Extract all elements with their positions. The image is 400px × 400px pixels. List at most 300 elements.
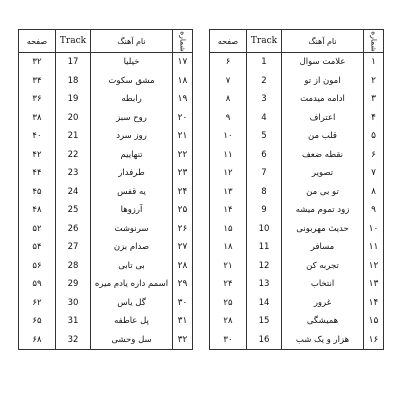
- page-cell-text: ۲۴: [223, 279, 233, 290]
- table-row: [19, 238, 193, 257]
- song-name-cell-text: همیشگی: [306, 316, 339, 327]
- number-cell: [173, 127, 193, 146]
- number-cell: [173, 164, 193, 183]
- track-cell: [56, 146, 91, 165]
- page-cell: [210, 127, 247, 146]
- track-cell-text: 22: [67, 149, 79, 160]
- track-cell: [56, 331, 91, 350]
- track-cell-text: 30: [67, 297, 79, 308]
- track-cell-text: 27: [67, 242, 79, 253]
- number-cell: [364, 331, 384, 350]
- page-header: صفحه: [19, 30, 56, 53]
- song-name-cell: [282, 201, 364, 220]
- number-cell-text: ۲: [371, 75, 376, 86]
- number-cell: [364, 275, 384, 294]
- track-cell: [247, 331, 282, 350]
- number-cell-text: ۶: [371, 149, 376, 160]
- track-cell-text: 29: [67, 279, 79, 290]
- table-row: [210, 238, 384, 257]
- table-row: [19, 127, 193, 146]
- track-cell-text: 28: [67, 260, 79, 271]
- number-cell-text: ۱۶: [368, 334, 379, 345]
- number-cell-text: ۹: [371, 205, 376, 216]
- table-row: [19, 53, 193, 72]
- page-cell-text: ۴۲: [32, 149, 42, 160]
- table-row: [210, 331, 384, 350]
- number-cell-text: ۸: [371, 186, 376, 197]
- track-cell: [247, 294, 282, 313]
- song-name-cell: [91, 183, 173, 202]
- track-cell-text: 24: [67, 186, 79, 197]
- song-name-cell-text: تجربه کن: [306, 260, 339, 271]
- song-name-cell: [91, 331, 173, 350]
- table-row: [19, 275, 193, 294]
- number-cell: [364, 90, 384, 109]
- track-cell: [247, 183, 282, 202]
- number-cell: [364, 294, 384, 313]
- track-cell: [247, 109, 282, 128]
- page-cell: [19, 257, 56, 276]
- number-cell-text: ۲۹: [177, 279, 188, 290]
- page-cell: [19, 201, 56, 220]
- number-cell-text: ۲۲: [177, 149, 188, 160]
- song-name-cell-text: تصویر: [311, 168, 334, 179]
- page-cell-text: ۴۰: [32, 131, 42, 142]
- page-cell-text: ۲۵: [223, 297, 233, 308]
- page-cell-text: ۷: [225, 75, 231, 86]
- song-name-cell: [91, 164, 173, 183]
- track-cell: [247, 53, 282, 72]
- track-cell-text: 9: [261, 205, 267, 216]
- song-name-cell-text: گل یاس: [117, 297, 146, 308]
- track-cell: [56, 127, 91, 146]
- page-cell-text: ۱۱: [223, 149, 233, 160]
- track-cell-text: 13: [258, 279, 270, 290]
- song-name-cell-text: بی تابی: [118, 260, 145, 271]
- song-name-cell-text: مشق سکوت: [108, 75, 155, 86]
- song-name-cell-text: زود تموم میشه: [295, 205, 350, 216]
- song-name-cell-text: آرزوها: [120, 205, 143, 216]
- page-cell-text: ۴۸: [32, 205, 42, 216]
- song-name-cell-text: ادامه میدمت: [300, 94, 345, 105]
- page-cell-text: ۶۵: [32, 316, 42, 327]
- page-cell: [19, 164, 56, 183]
- song-name-cell-text: پل عاطفه: [114, 316, 149, 327]
- track-cell-text: 2: [261, 75, 267, 86]
- page-cell-text: ۳۶: [32, 94, 42, 105]
- number-cell: [173, 90, 193, 109]
- page-cell: [19, 146, 56, 165]
- song-name-cell-text: امون از تو: [304, 75, 341, 86]
- page-cell-text: ۸: [225, 94, 231, 105]
- number-cell: [173, 53, 193, 72]
- number-cell-text: ۳۲: [177, 334, 188, 345]
- number-cell-text: ۱۵: [368, 316, 379, 327]
- page-cell: [19, 294, 56, 313]
- table-row: [19, 220, 193, 239]
- song-name-cell: [282, 164, 364, 183]
- number-header: [364, 30, 384, 53]
- table-row: [210, 294, 384, 313]
- track-cell-text: 14: [258, 297, 270, 308]
- table-row: [210, 220, 384, 239]
- track-cell-text: 23: [67, 168, 79, 179]
- page-cell-text: ۱۴: [223, 205, 233, 216]
- song-name-cell: [91, 220, 173, 239]
- page-cell: [19, 127, 56, 146]
- song-name-cell: [282, 183, 364, 202]
- table-row: [19, 294, 193, 313]
- song-name-cell-text: نقطه ضعف: [301, 149, 343, 160]
- song-name-cell: [91, 127, 173, 146]
- number-cell: [364, 257, 384, 276]
- page-cell: [210, 53, 247, 72]
- page-cell: [19, 72, 56, 91]
- table-header-row: [210, 30, 384, 53]
- number-cell-text: ۲۰: [177, 112, 188, 123]
- table-row: [210, 127, 384, 146]
- number-cell-text: ۴: [371, 112, 376, 123]
- page-cell: [210, 183, 247, 202]
- page-cell-text: ۵۹: [32, 279, 42, 290]
- number-cell-text: ۱۲: [368, 260, 379, 271]
- song-name-cell-text: یه قفس: [117, 186, 146, 197]
- number-cell-text: ۱۹: [177, 94, 188, 105]
- number-cell-text: ۲۸: [177, 260, 188, 271]
- track-cell-text: 5: [261, 131, 267, 142]
- track-cell: [247, 275, 282, 294]
- page-cell-text: ۱۲: [223, 168, 233, 179]
- song-name-cell-text: حدیث مهربونی: [296, 223, 349, 234]
- page-cell: [19, 53, 56, 72]
- table-row: [210, 201, 384, 220]
- track-cell-text: 7: [261, 168, 267, 179]
- number-cell: [173, 294, 193, 313]
- song-name-cell: [282, 238, 364, 257]
- page-cell: [210, 275, 247, 294]
- song-name-header: نام آهنگ: [282, 30, 364, 53]
- number-cell-text: ۳۰: [177, 297, 188, 308]
- table-row: [19, 201, 193, 220]
- number-cell: [173, 72, 193, 91]
- page-cell-text: ۳۲: [32, 57, 42, 68]
- number-cell: [364, 238, 384, 257]
- page-cell: [210, 109, 247, 128]
- page-cell-text: ۶۸: [32, 334, 42, 345]
- track-cell: [56, 220, 91, 239]
- page-cell-text: ۴۵: [32, 186, 42, 197]
- song-name-cell: [282, 127, 364, 146]
- song-name-cell: [91, 90, 173, 109]
- song-name-cell-text: صدام بزن: [113, 242, 150, 253]
- table-row: [210, 257, 384, 276]
- page-header: صفحه: [210, 30, 247, 53]
- song-name-cell: [91, 294, 173, 313]
- page-cell: [210, 201, 247, 220]
- table-row: [19, 331, 193, 350]
- song-name-cell-text: انتخاب: [310, 279, 335, 290]
- table-row: [210, 312, 384, 331]
- song-name-cell: [282, 312, 364, 331]
- song-name-cell-text: اسمم داره یادم میره: [94, 279, 169, 290]
- number-cell-text: ۱۳: [368, 279, 379, 290]
- track-header: Track: [247, 30, 282, 53]
- page-cell-text: ۳۰: [223, 334, 233, 345]
- number-cell-text: ۲۱: [177, 131, 188, 142]
- song-name-cell-text: طرفدار: [118, 168, 145, 179]
- page-cell: [19, 109, 56, 128]
- song-name-cell: [91, 53, 173, 72]
- song-name-cell: [91, 146, 173, 165]
- track-cell-text: 6: [261, 149, 267, 160]
- number-cell: [173, 275, 193, 294]
- number-cell: [364, 164, 384, 183]
- track-cell: [56, 164, 91, 183]
- table-row: [19, 90, 193, 109]
- page-cell-text: ۱۳: [223, 186, 233, 197]
- track-header: Track: [56, 30, 91, 53]
- number-cell: [364, 109, 384, 128]
- track-cell: [56, 72, 91, 91]
- page-cell-text: ۱۸: [223, 242, 233, 253]
- track-cell: [56, 53, 91, 72]
- page-cell-text: ۵۴: [32, 242, 42, 253]
- number-cell-text: ۲۳: [177, 168, 188, 179]
- track-cell: [247, 238, 282, 257]
- number-cell: [173, 220, 193, 239]
- track-cell: [56, 238, 91, 257]
- number-cell-text: ۲۷: [177, 242, 188, 253]
- track-cell: [56, 90, 91, 109]
- page-cell: [210, 257, 247, 276]
- song-name-cell-text: اعتراف: [309, 112, 336, 123]
- number-cell-text: ۳۱: [177, 316, 188, 327]
- song-name-cell: [282, 72, 364, 91]
- track-cell-text: 20: [67, 112, 79, 123]
- number-cell: [173, 257, 193, 276]
- table-row: [210, 53, 384, 72]
- page-cell: [210, 164, 247, 183]
- track-cell-text: 8: [261, 186, 267, 197]
- song-name-header: نام آهنگ: [91, 30, 173, 53]
- page-cell-text: ۲۱: [223, 260, 233, 271]
- table-row: [210, 72, 384, 91]
- page-cell-text: ۳۸: [32, 112, 42, 123]
- song-name-cell: [282, 53, 364, 72]
- song-name-cell: [282, 331, 364, 350]
- number-cell: [173, 183, 193, 202]
- page-cell: [210, 294, 247, 313]
- page-cell-text: ۳۴: [32, 75, 42, 86]
- track-cell-text: 11: [258, 242, 270, 253]
- track-cell: [56, 109, 91, 128]
- song-name-cell-text: تنهاییم: [120, 149, 143, 160]
- number-cell: [364, 146, 384, 165]
- table-row: [19, 146, 193, 165]
- song-name-cell-text: قلب من: [308, 131, 337, 142]
- track-table-left: [18, 29, 188, 350]
- track-cell: [56, 183, 91, 202]
- song-name-cell-text: سل وحشی: [111, 334, 152, 345]
- track-cell: [247, 127, 282, 146]
- number-cell: [364, 127, 384, 146]
- track-cell: [247, 257, 282, 276]
- page-cell-text: ۴۴: [32, 168, 42, 179]
- song-name-cell: [282, 146, 364, 165]
- number-cell-text: ۲۴: [177, 186, 188, 197]
- song-name-cell-text: تو بی من: [306, 186, 339, 197]
- page-cell: [19, 220, 56, 239]
- song-name-cell: [282, 90, 364, 109]
- song-name-cell: [282, 294, 364, 313]
- song-name-cell: [282, 275, 364, 294]
- track-cell: [247, 164, 282, 183]
- page-cell-text: ۵۶: [32, 260, 42, 271]
- page-cell-text: ۹: [225, 112, 231, 123]
- track-cell-text: 31: [67, 316, 79, 327]
- table-row: [19, 257, 193, 276]
- track-cell-text: 12: [258, 260, 270, 271]
- number-cell: [364, 312, 384, 331]
- page-cell: [19, 331, 56, 350]
- page-cell-text: ۱۵: [223, 223, 233, 234]
- song-name-cell-text: غرور: [313, 297, 332, 308]
- track-table: [209, 29, 384, 350]
- track-cell-text: 15: [258, 316, 270, 327]
- page-cell: [19, 183, 56, 202]
- number-cell: [173, 238, 193, 257]
- page-cell-text: ۲۸: [223, 316, 233, 327]
- track-cell: [247, 146, 282, 165]
- track-cell-text: 10: [258, 223, 270, 234]
- track-cell: [56, 257, 91, 276]
- page-cell-text: ۵۲: [32, 223, 42, 234]
- song-name-cell: [282, 257, 364, 276]
- table-row: [210, 90, 384, 109]
- table-row: [19, 72, 193, 91]
- track-cell: [56, 275, 91, 294]
- number-cell-text: ۵: [371, 131, 376, 142]
- page-cell: [210, 90, 247, 109]
- page-cell-text: ۱۰: [223, 131, 233, 142]
- table-row: [210, 164, 384, 183]
- track-cell-text: 32: [67, 334, 79, 345]
- track-cell-text: 17: [67, 57, 79, 68]
- table-row: [210, 109, 384, 128]
- number-cell: [364, 53, 384, 72]
- number-cell: [173, 201, 193, 220]
- track-table-right: [209, 29, 379, 350]
- track-cell: [247, 90, 282, 109]
- track-cell-text: 3: [261, 94, 267, 105]
- page-cell: [210, 220, 247, 239]
- number-cell-text: ۱۷: [177, 57, 188, 68]
- number-header: [173, 30, 193, 53]
- page-cell: [210, 312, 247, 331]
- page-cell-text: ۶: [225, 57, 231, 68]
- number-cell: [364, 220, 384, 239]
- table-row: [19, 164, 193, 183]
- song-name-cell-text: هزار و یک شب: [295, 334, 350, 345]
- page-cell: [19, 238, 56, 257]
- table-row: [19, 109, 193, 128]
- number-header-label: شماره: [178, 30, 188, 52]
- track-cell-text: 1: [261, 57, 267, 68]
- song-name-cell-text: رابطه: [121, 94, 142, 105]
- track-cell: [56, 201, 91, 220]
- number-cell-text: ۷: [371, 168, 376, 179]
- track-cell-text: 16: [258, 334, 270, 345]
- track-cell: [247, 201, 282, 220]
- number-cell-text: ۲۵: [177, 205, 188, 216]
- song-name-cell-text: خیلیا: [123, 57, 140, 68]
- song-name-cell-text: علامت سوال: [299, 57, 346, 68]
- table-row: [19, 183, 193, 202]
- number-cell: [364, 183, 384, 202]
- number-cell: [173, 109, 193, 128]
- song-name-cell: [91, 312, 173, 331]
- track-cell-text: 25: [67, 205, 79, 216]
- page-cell: [210, 331, 247, 350]
- track-cell-text: 21: [67, 131, 79, 142]
- song-name-cell-text: سرنوشت: [114, 223, 149, 234]
- page-cell: [19, 275, 56, 294]
- song-name-cell: [282, 109, 364, 128]
- number-cell: [173, 331, 193, 350]
- song-name-cell-text: روح سبز: [116, 112, 147, 123]
- track-cell-text: 26: [67, 223, 79, 234]
- song-name-cell: [91, 275, 173, 294]
- number-cell-text: ۱۸: [177, 75, 188, 86]
- number-cell: [364, 201, 384, 220]
- page-cell: [210, 72, 247, 91]
- table-row: [210, 146, 384, 165]
- table-header-row: [19, 30, 193, 53]
- track-cell-text: 4: [261, 112, 267, 123]
- song-name-cell: [91, 109, 173, 128]
- number-cell-text: ۱: [371, 57, 376, 68]
- song-name-cell-text: روز سرد: [116, 131, 147, 142]
- track-cell: [247, 220, 282, 239]
- table-row: [210, 183, 384, 202]
- number-cell: [364, 72, 384, 91]
- page-cell-text: ۶۲: [32, 297, 42, 308]
- number-cell-text: ۲۶: [177, 223, 188, 234]
- page-cell: [210, 146, 247, 165]
- song-name-cell: [91, 238, 173, 257]
- track-cell-text: 19: [67, 94, 79, 105]
- page-cell: [19, 312, 56, 331]
- table-row: [210, 275, 384, 294]
- track-cell: [56, 312, 91, 331]
- number-cell-text: ۱۴: [368, 297, 379, 308]
- song-name-cell: [91, 257, 173, 276]
- number-cell-text: ۱۱: [368, 242, 379, 253]
- page-cell: [19, 90, 56, 109]
- track-cell: [247, 312, 282, 331]
- track-cell: [56, 294, 91, 313]
- number-cell-text: ۳: [371, 94, 376, 105]
- page-cell: [210, 238, 247, 257]
- number-header-label: شماره: [369, 30, 379, 52]
- number-cell: [173, 146, 193, 165]
- song-name-cell: [91, 72, 173, 91]
- number-cell-text: ۱۰: [368, 223, 379, 234]
- table-row: [19, 312, 193, 331]
- number-cell: [173, 312, 193, 331]
- track-cell-text: 18: [67, 75, 79, 86]
- song-name-cell: [282, 220, 364, 239]
